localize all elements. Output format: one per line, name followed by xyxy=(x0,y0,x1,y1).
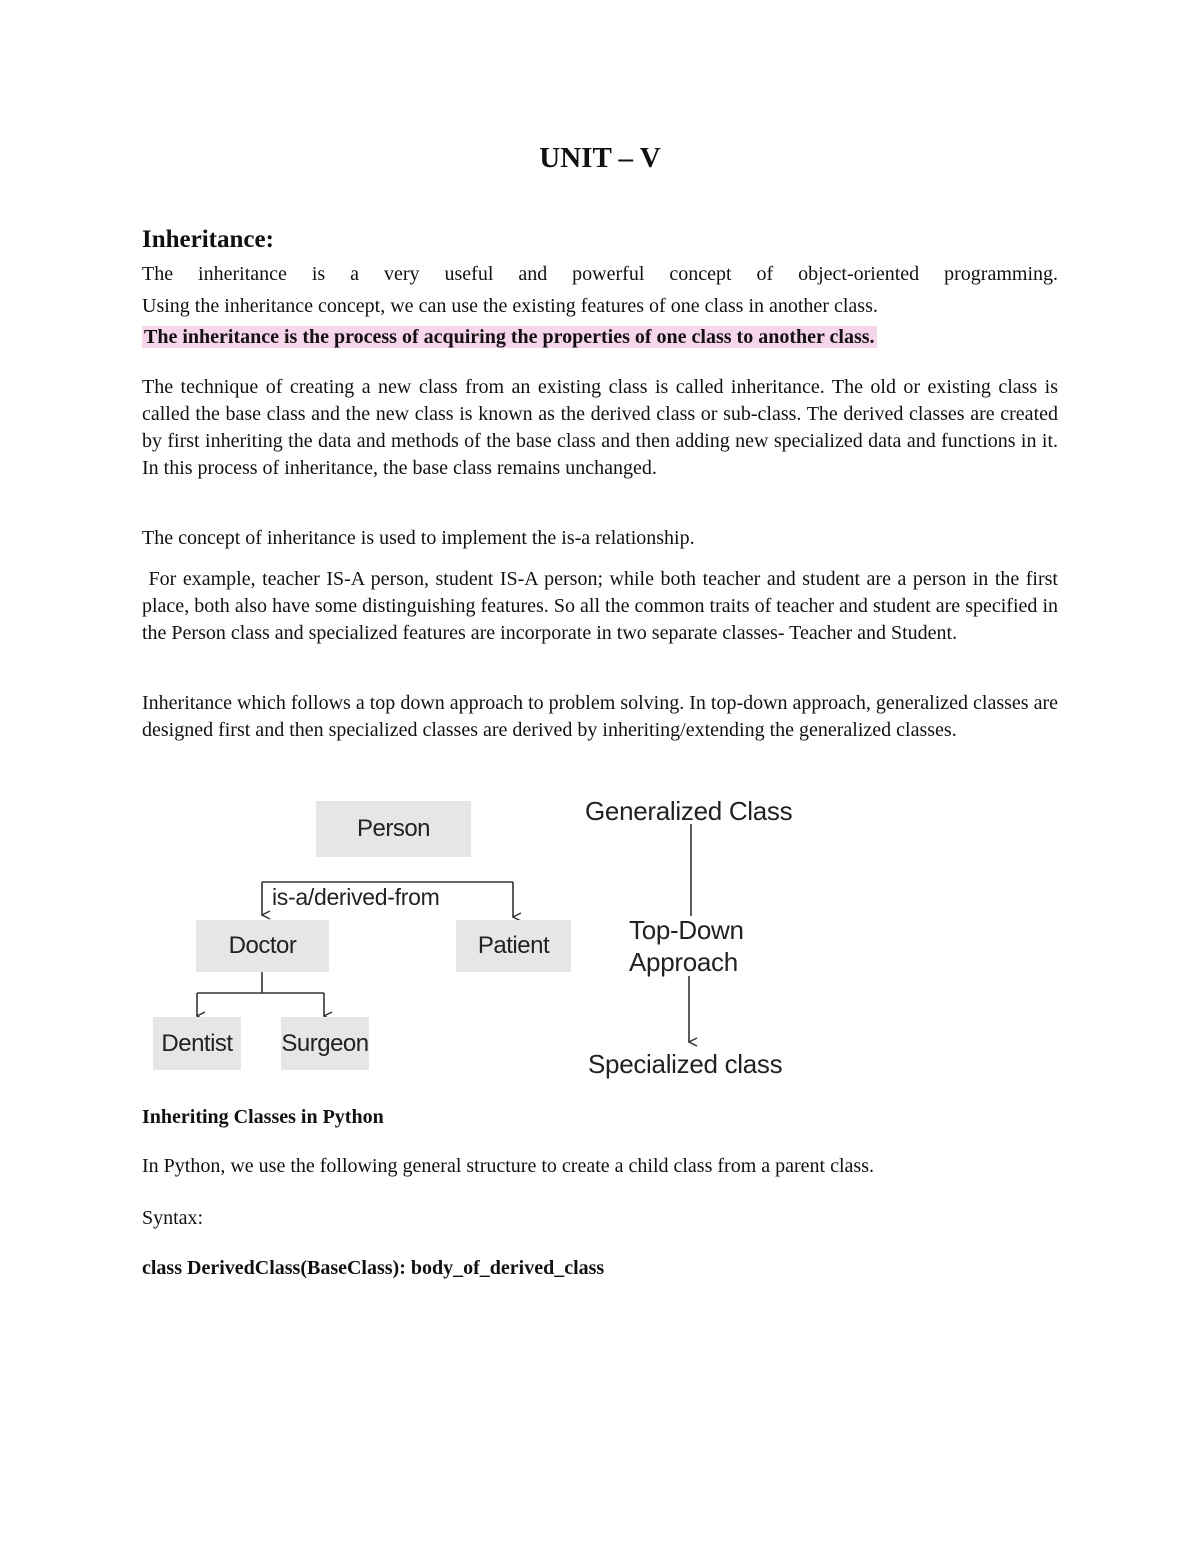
python-section-text: In Python, we use the following general structure to create a child class from a parent class. xyxy=(142,1155,874,1177)
topdown-approach-label xyxy=(629,914,744,978)
patient-box: Patient xyxy=(456,920,571,972)
page-title: UNIT – V xyxy=(539,142,661,174)
relation-label: is-a/derived-from xyxy=(272,884,440,910)
syntax-code: class DerivedClass(BaseClass): body_of_derived_class xyxy=(142,1257,605,1279)
python-section-heading: Inheriting Classes in Python xyxy=(142,1106,384,1128)
intro-line-1: The inheritance is a very useful and powerful concept of object-oriented programming. xyxy=(142,263,1058,285)
inheritance-diagram xyxy=(140,790,840,1090)
paragraph-topdown: Inheritance which follows a top down approach to problem solving. In top-down approach, generalized classes are designed first and then specialized classes are derived by inheriting/extending the generalized classes. xyxy=(142,692,1058,741)
syntax-label: Syntax: xyxy=(142,1207,204,1229)
paragraph-technique: The technique of creating a new class from an existing class is called inheritance. The old or existing class is called the base class and the new class is known as the derived class or sub-class. The derived classes are created by first inheriting the data and methods of the base class and then adding new specialized data and functions in it. In this process of inheritance, the base class remains unchanged. xyxy=(142,376,1058,479)
person-box: Person xyxy=(316,801,471,857)
connector-doctor-children xyxy=(197,972,324,993)
intro-highlight-line xyxy=(142,324,1058,350)
intro-line-2: Using the inheritance concept, we can use the existing features of one class in another class. xyxy=(142,295,878,317)
highlighted-definition: The inheritance is the process of acquiring the properties of one class to another class. xyxy=(144,326,875,348)
paragraph-concept: The concept of inheritance is used to implement the is-a relationship. xyxy=(142,527,695,549)
specialized-class-label: Specialized class xyxy=(588,1049,783,1079)
generalized-class-label: Generalized Class xyxy=(585,796,793,826)
doctor-box: Doctor xyxy=(196,920,329,972)
section-heading: Inheritance: xyxy=(142,226,274,253)
topdown-label-line-1: Top-Down xyxy=(629,915,744,945)
dentist-box: Dentist xyxy=(153,1017,241,1070)
paragraph-example: For example, teacher IS-A person, student IS-A person; while both teacher and student are a person in the first place, both also have some distinguishing features. So all the common traits of teacher and student are specified in the Person class and specialized features are incorporate in two separate classes- Teacher and Student. xyxy=(142,568,1063,644)
surgeon-box: Surgeon xyxy=(281,1017,369,1070)
topdown-label-line-2: Approach xyxy=(629,947,738,977)
